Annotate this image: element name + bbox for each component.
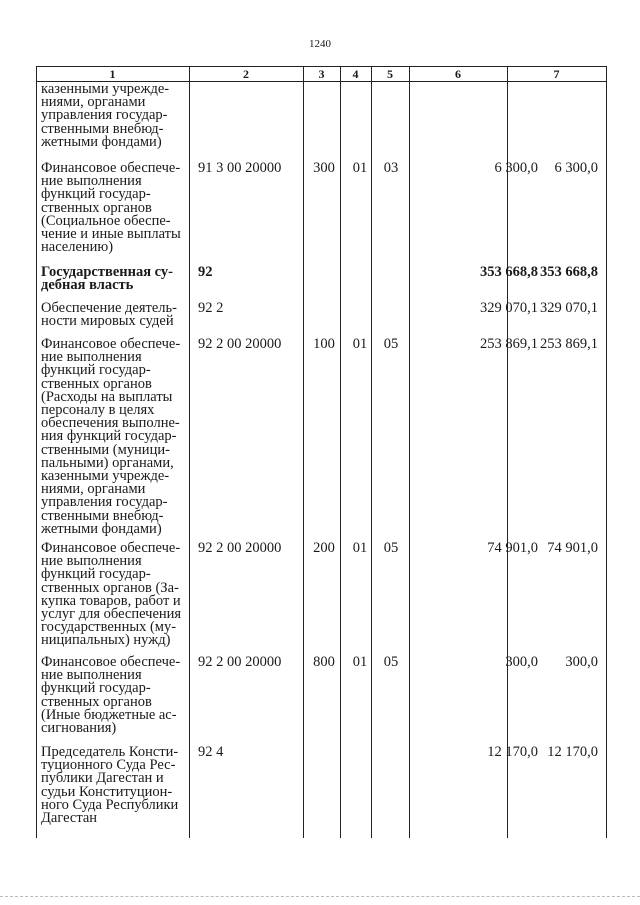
row-sum1-cell: 74 901,0 — [487, 540, 538, 556]
column-header-7: 7 — [553, 67, 560, 81]
row-code-cell: 92 2 — [198, 300, 224, 316]
row-sum2-cell: 300,0 — [565, 654, 598, 670]
row-vr-cell: 300 — [313, 160, 335, 176]
row-pr-cell: 05 — [383, 654, 399, 670]
row-sum1-cell: 329 070,1 — [480, 300, 538, 316]
column-header-1: 1 — [109, 67, 116, 81]
column-divider — [340, 66, 341, 838]
column-divider — [189, 66, 190, 838]
row-pr-cell: 03 — [383, 160, 399, 176]
row-name-cell: Финансовое обеспече- ние выполнения функций государ- ственных органов (За- купка товаров, работ и услуг для обеспечения государственных (му- ниципальных) нужд) — [41, 540, 182, 649]
row-name-cell: Финансовое обеспече- ние выполнения функций государ- ственных органов (Социальное обеспе- чение и иные выплаты населению) — [41, 160, 181, 256]
column-divider — [409, 66, 410, 838]
column-divider — [606, 66, 607, 838]
table-header-row — [36, 66, 606, 82]
row-name-cell: Председатель Консти- туционного Суда Рес- публики Дагестан и судьи Конституцион- ного Суда Республики Дагестан — [41, 744, 179, 827]
row-code-cell: 91 3 00 20000 — [198, 160, 282, 176]
row-sum1-cell: 253 869,1 — [480, 336, 538, 352]
row-name-cell: Финансовое обеспече- ние выполнения функций государ- ственных органов (Иные бюджетные ас- сигнования) — [41, 654, 181, 737]
row-sum1-cell: 300,0 — [505, 654, 538, 670]
row-pr-cell: 05 — [383, 540, 399, 556]
budget-table — [36, 66, 606, 838]
row-rz-cell: 01 — [352, 654, 368, 670]
row-sum2-cell: 353 668,8 — [540, 264, 598, 280]
column-header-3: 3 — [318, 67, 325, 81]
row-name-cell: Финансовое обеспече- ние выполнения функций государ- ственных органов (Расходы на выплаты персоналу в целях обеспечения выполне- ния функций государ- ственными (муници- пальными) органами, казенными учрежде- ниями, органами управления государ- ственными внебюд- жетными фондами) — [41, 336, 181, 537]
row-sum2-cell: 6 300,0 — [554, 160, 598, 176]
row-sum1-cell: 12 170,0 — [487, 744, 538, 760]
column-divider — [36, 66, 37, 838]
row-sum1-cell: 353 668,8 — [480, 264, 538, 280]
row-code-cell: 92 2 00 20000 — [198, 654, 282, 670]
row-sum1-cell: 6 300,0 — [494, 160, 538, 176]
row-vr-cell: 200 — [313, 540, 335, 556]
page-number: 1240 — [309, 38, 331, 50]
row-rz-cell: 01 — [352, 160, 368, 176]
row-pr-cell: 05 — [383, 336, 399, 352]
page-footer-divider — [0, 896, 640, 898]
row-name-cell: Обеспечение деятель- ности мировых судей — [41, 300, 177, 330]
row-sum2-cell: 329 070,1 — [540, 300, 598, 316]
row-vr-cell: 100 — [313, 336, 335, 352]
row-rz-cell: 01 — [352, 336, 368, 352]
row-name-cell: Государственная су- дебная власть — [41, 264, 174, 294]
column-header-6: 6 — [455, 67, 461, 81]
row-code-cell: 92 — [198, 264, 213, 280]
row-rz-cell: 01 — [352, 540, 368, 556]
row-sum2-cell: 253 869,1 — [540, 336, 598, 352]
column-header-5: 5 — [387, 67, 393, 81]
row-code-cell: 92 4 — [198, 744, 224, 760]
row-sum2-cell: 74 901,0 — [547, 540, 598, 556]
row-sum2-cell: 12 170,0 — [547, 744, 598, 760]
column-header-2: 2 — [243, 67, 249, 81]
column-divider — [303, 66, 304, 838]
row-code-cell: 92 2 00 20000 — [198, 336, 282, 352]
row-name-cell: казенными учрежде- ниями, органами управления государ- ственными внебюд- жетными фондами) — [41, 81, 170, 150]
row-vr-cell: 800 — [313, 654, 335, 670]
column-divider — [507, 66, 508, 838]
column-header-4: 4 — [352, 67, 359, 81]
column-divider — [371, 66, 372, 838]
row-code-cell: 92 2 00 20000 — [198, 540, 282, 556]
